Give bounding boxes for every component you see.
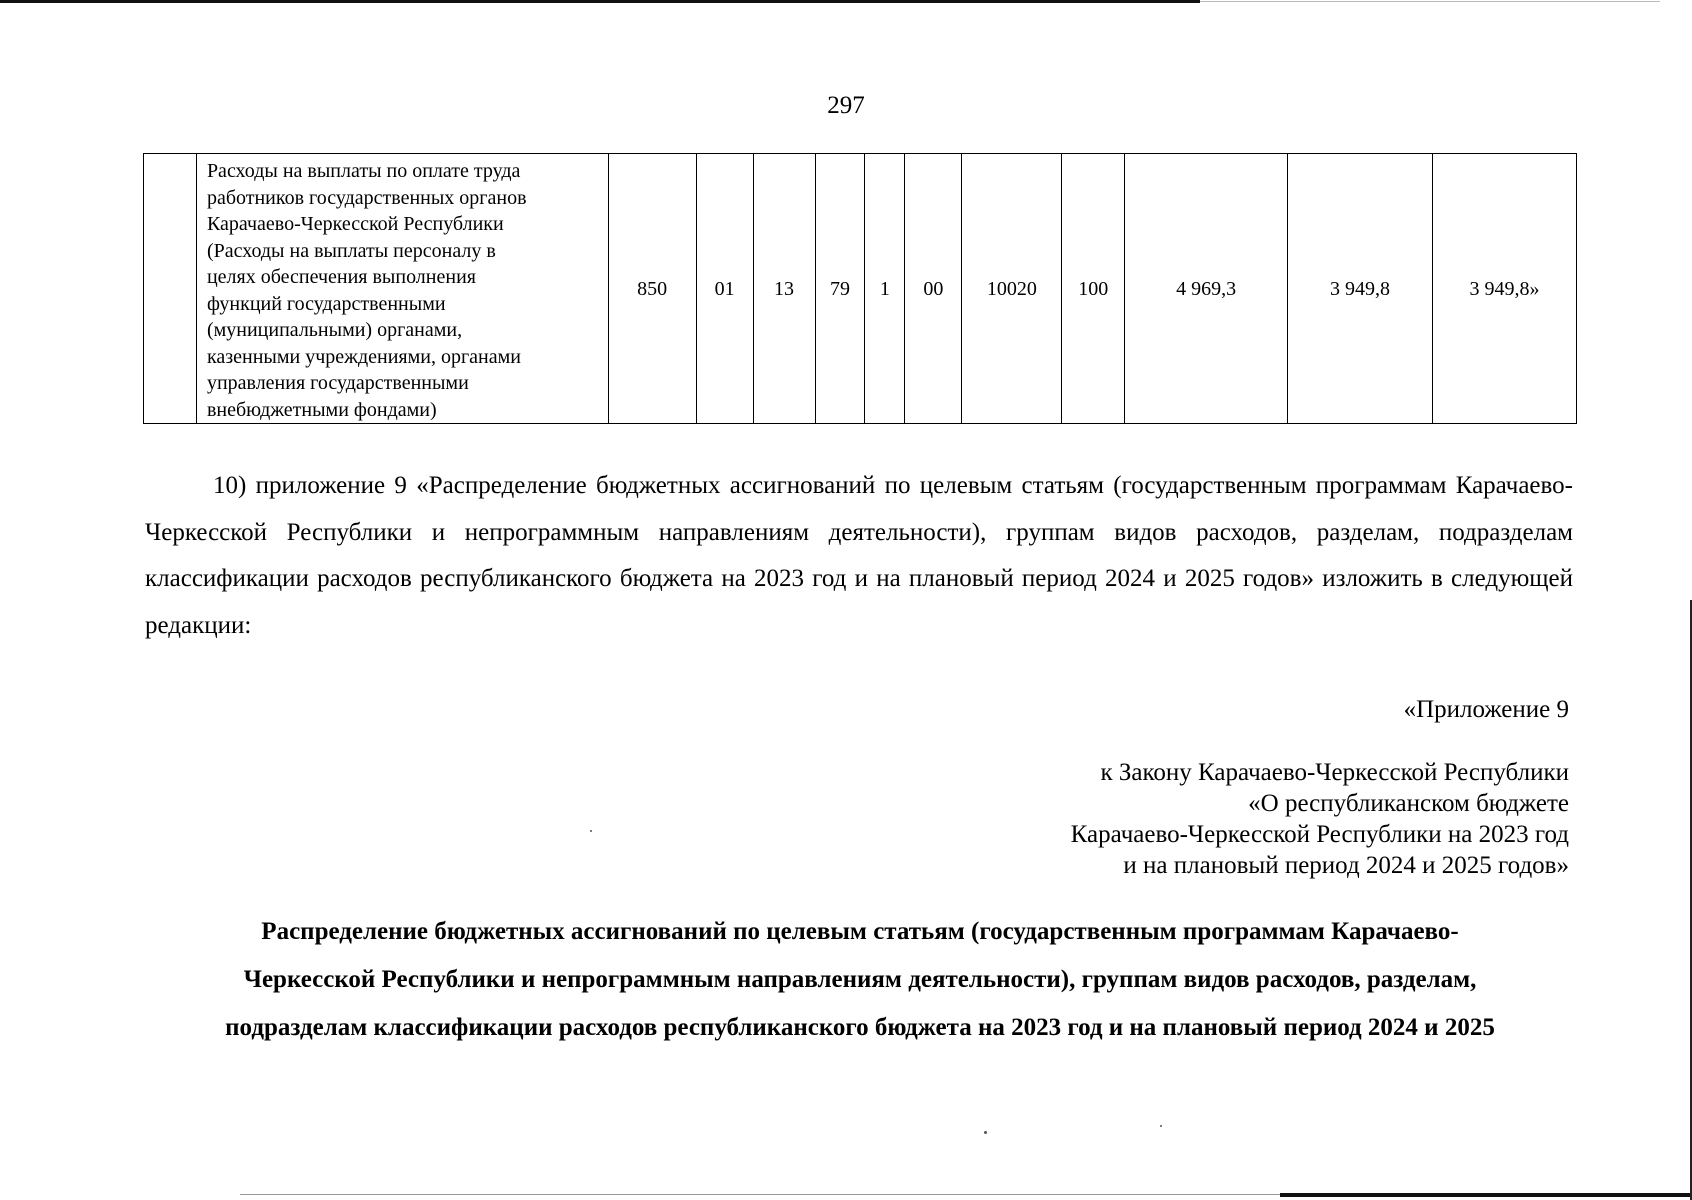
- document-heading: [160, 908, 1560, 1052]
- expense-name-line: работников государственных органов: [206, 186, 527, 209]
- appendix-title: «Приложение 9: [1403, 696, 1569, 723]
- law-ref-line: «О республиканском бюджете: [1248, 790, 1569, 817]
- expense-name-cell: [196, 154, 608, 424]
- direction-code-cell: 10020: [962, 154, 1062, 424]
- budget-table: [143, 153, 1577, 424]
- expense-name-line: целях обеспечения выполнения: [206, 266, 476, 288]
- amount-2023-cell: 4 969,3: [1125, 154, 1288, 424]
- scan-border-top-faint: [1200, 1, 1660, 2]
- law-ref-line: к Закону Карачаево-Черкесской Республики: [1100, 759, 1569, 786]
- expense-name-line: (муниципальными) органами,: [206, 319, 463, 341]
- scan-speck: [590, 830, 592, 832]
- scan-border-bottom-faint: [240, 1194, 1280, 1195]
- expense-name-line: (Расходы на выплаты персоналу в: [206, 239, 496, 262]
- heading-line: подразделам классификации расходов республиканского бюджета на 2023 год и на плановый период 2024 и 2025: [225, 1014, 1495, 1041]
- heading-line: Черкесской Республики и непрограммным направлениям деятельности), группам видов расходов, разделам,: [243, 966, 1477, 993]
- expense-name-line: управления государственными: [206, 372, 469, 394]
- ministry-code-cell: 850: [608, 154, 696, 424]
- expense-name-line: казенными учреждениями, органами: [206, 345, 521, 368]
- expense-name-line: функций государственными: [206, 292, 446, 315]
- law-ref-line: и на плановый период 2024 и 2025 годов»: [1123, 852, 1569, 879]
- expense-name-line: Карачаево-Черкесской Республики: [206, 213, 504, 235]
- expense-type-code-cell: 100: [1062, 154, 1125, 424]
- program-code-cell: 79: [815, 154, 865, 424]
- main-event-code-cell: 00: [905, 154, 962, 424]
- table-row: [144, 154, 1577, 424]
- amendment-paragraph: 10) приложение 9 «Распределение бюджетных ассигнований по целевым статьям (государственным программам Карачаево-Черкесской Республики и непрограммным направлениям деятельности), группам видов расходов, разделам, подразделам классификации расходов республиканского бюджета на 2023 год и на плановый период 2024 и 2025 годов» изложить в следующей редакции:: [145, 472, 1573, 639]
- expense-name-line: внебюджетными фондами): [206, 398, 437, 421]
- scan-speck: [984, 1131, 987, 1134]
- section-code-cell: 01: [696, 154, 753, 424]
- subprogram-code-cell: 1: [865, 154, 905, 424]
- law-ref-line: Карачаево-Черкесской Республики на 2023 год: [1070, 821, 1569, 848]
- amount-2025-cell: 3 949,8»: [1432, 154, 1576, 424]
- scan-border-top: [0, 0, 1200, 3]
- amount-2024-cell: 3 949,8: [1288, 154, 1433, 424]
- subsection-code-cell: 13: [753, 154, 815, 424]
- page-number: 297: [827, 92, 865, 119]
- scan-border-bottom: [1280, 1193, 1692, 1197]
- expense-name-line: Расходы на выплаты по оплате труда: [206, 160, 521, 182]
- appendix-law-reference: [1071, 757, 1569, 881]
- heading-line: Распределение бюджетных ассигнований по целевым статьям (государственным программам Карачаево-: [261, 918, 1459, 945]
- row-index-cell: [144, 154, 197, 424]
- scan-speck: [1160, 1125, 1162, 1127]
